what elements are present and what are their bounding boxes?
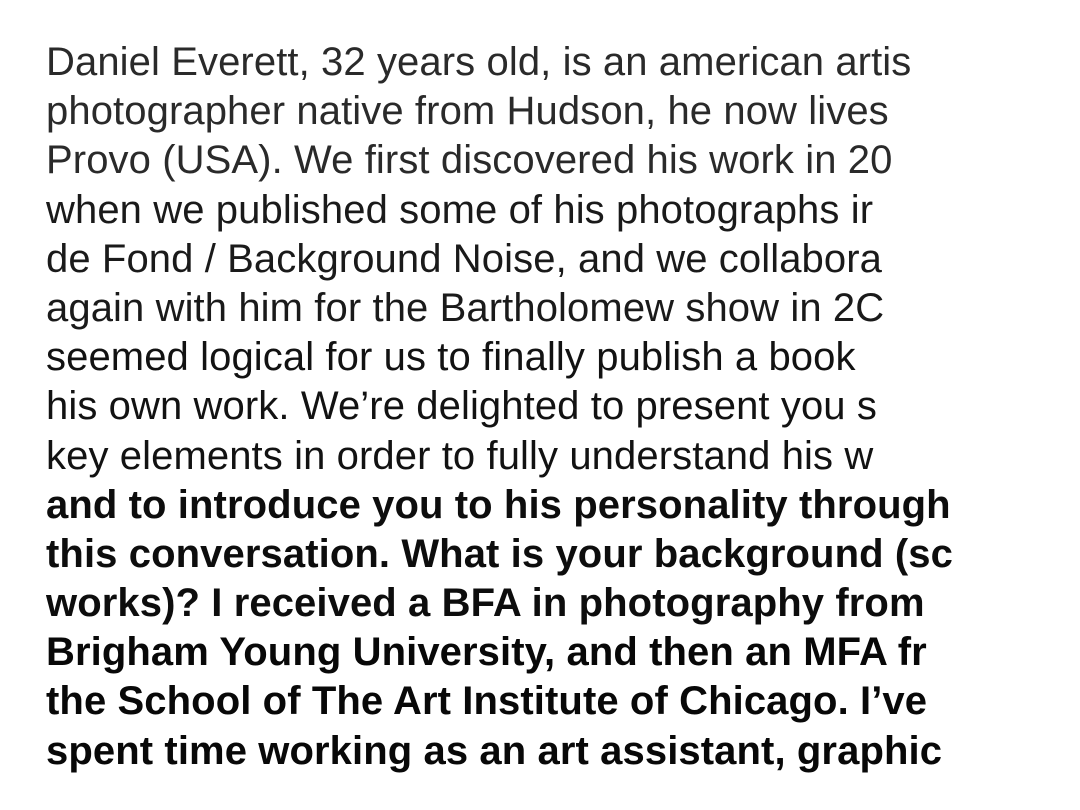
text-line-9: key elements in order to fully understand his w	[46, 433, 874, 478]
text-line-8: his own work. We’re delighted to present you s	[46, 384, 877, 429]
text-line-12: works)? I received a BFA in photography from	[46, 581, 925, 626]
text-line-13: Brigham Young University, and then an MFA fr	[46, 630, 927, 675]
text-line-7: seemed logical for us to finally publish a book	[46, 335, 856, 380]
text-line-14: the School of The Art Institute of Chicago. I’ve	[46, 679, 928, 724]
text-line-10: and to introduce you to his personality through	[46, 482, 951, 527]
text-line-15: spent time working as an art assistant, graphic	[46, 728, 943, 773]
text-line-11: this conversation. What is your background (sc	[46, 531, 953, 576]
text-line-4: when we published some of his photographs ir	[46, 187, 874, 232]
text-line-2: photographer native from Hudson, he now lives	[46, 89, 889, 134]
text-line-1: Daniel Everett, 32 years old, is an american artis	[46, 40, 912, 84]
article-text	[46, 38, 1034, 776]
text-line-3: Provo (USA). We first discovered his work in 20	[46, 138, 893, 183]
text-line-5: de Fond / Background Noise, and we collabora	[46, 236, 883, 281]
text-line-6: again with him for the Bartholomew show in 2C	[46, 285, 885, 330]
